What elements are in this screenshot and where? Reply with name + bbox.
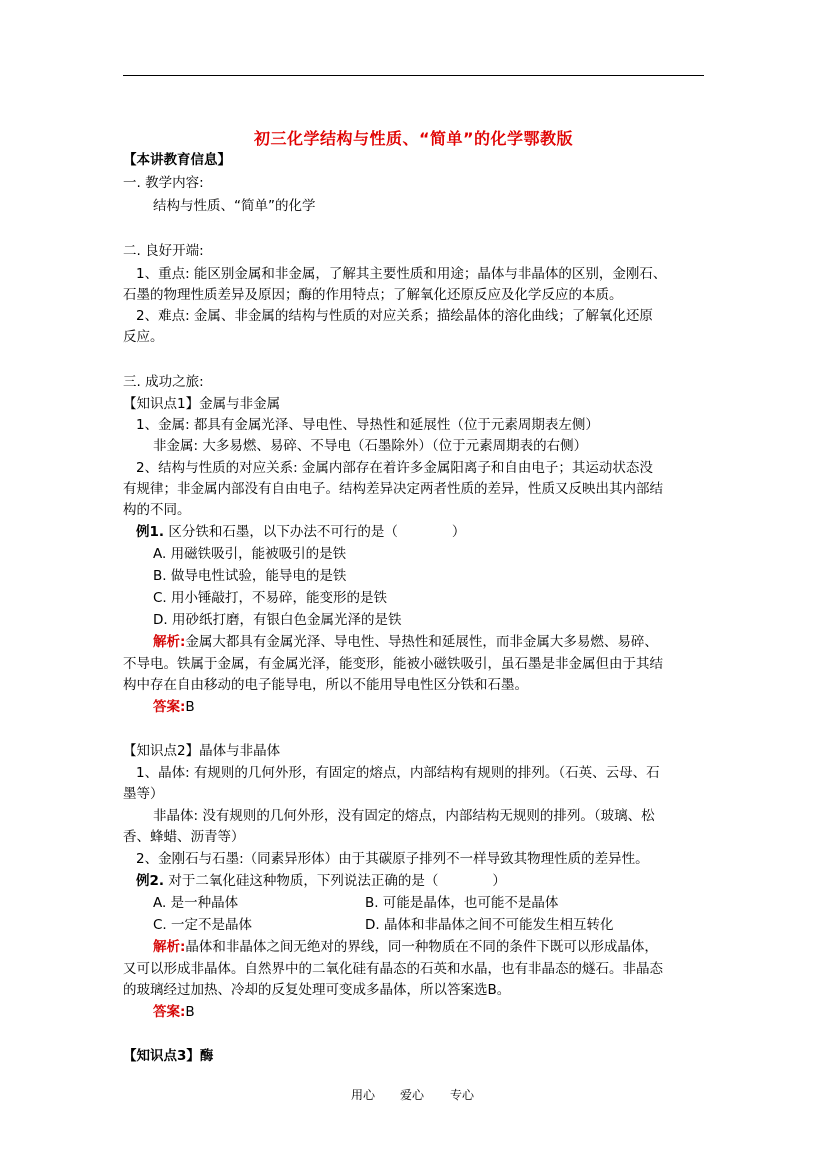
text-content: B	[185, 699, 195, 715]
text-content: 【知识点1】金属与非金属	[123, 396, 281, 412]
text-line	[153, 937, 658, 957]
text-content: D. 晶体和非晶体之间不可能发生相互转化	[365, 917, 614, 933]
text-line	[136, 415, 599, 435]
example-label: 例1.	[136, 524, 165, 540]
text-line	[123, 173, 204, 193]
text-content: A. 用磁铁吸引，能被吸引的是铁	[153, 546, 347, 562]
text-content: 区分铁和石墨，以下办法不可行的是（ ）	[164, 524, 466, 540]
text-content: 【知识点3】酶	[123, 1048, 214, 1064]
text-line	[123, 827, 245, 847]
text-line	[136, 306, 653, 326]
text-content: 墨等）	[123, 786, 164, 802]
text-content: 金属大都具有金属光泽、导电性、导热性和延展性，而非金属大多易燃、易碎、	[185, 634, 658, 650]
footer-text-1: 用心	[351, 1088, 376, 1102]
text-content: D. 用砂纸打磨，有银白色金属光泽的是铁	[153, 612, 402, 628]
text-line	[123, 654, 663, 674]
text-line	[153, 893, 238, 913]
text-line	[123, 959, 663, 979]
answer-label: 解析:	[153, 634, 186, 650]
text-content: 1、晶体: 有规则的几何外形，有固定的熔点，内部结构有规则的排列。（石英、云母、石	[136, 765, 660, 781]
text-line	[123, 241, 204, 261]
text-line	[123, 784, 164, 804]
text-content: 又可以形成非晶体。自然界中的二氧化硅有晶态的石英和水晶，也有非晶态的燧石。非晶态	[123, 961, 663, 977]
text-line	[153, 806, 655, 826]
text-content: 2、金刚石与石墨:（同素异形体）由于其碳原子排列不一样导致其物理性质的差异性。	[136, 851, 649, 867]
text-line	[153, 915, 252, 935]
text-content: B. 做导电性试验，能导电的是铁	[153, 568, 347, 584]
text-line	[153, 697, 195, 717]
text-line	[153, 196, 316, 216]
text-line	[123, 285, 623, 305]
text-line	[123, 150, 231, 170]
text-line	[136, 763, 660, 783]
text-line	[136, 522, 465, 542]
text-line	[136, 264, 666, 284]
text-line	[153, 610, 401, 630]
text-content: 2、难点: 金属、非金属的结构与性质的对应关系；描绘晶体的溶化曲线；了解氧化还原	[136, 308, 653, 324]
text-content: C. 用小锤敲打，不易碎，能变形的是铁	[153, 590, 388, 606]
text-line	[136, 871, 506, 891]
text-line	[153, 544, 346, 564]
document-title: 初三化学结构与性质、“简单”的化学鄂教版	[253, 129, 574, 148]
text-line	[123, 500, 191, 520]
text-line	[123, 1046, 213, 1066]
text-content: 1、金属: 都具有金属光泽、导电性、导热性和延展性（位于元素周期表左侧）	[136, 417, 599, 433]
text-content: 的玻璃经过加热、冷却的反复处理可变成多晶体，所以答案选B。	[123, 982, 511, 998]
text-line	[153, 632, 658, 652]
text-line	[136, 458, 653, 478]
text-content: 晶体和非晶体之间无绝对的界线，同一种物质在不同的条件下既可以形成晶体，	[185, 939, 658, 955]
text-line	[123, 675, 528, 695]
text-content: 【本讲教育信息】	[123, 152, 231, 168]
text-line	[153, 588, 387, 608]
answer-label: 解析:	[153, 939, 186, 955]
text-content: 一. 教学内容:	[123, 175, 204, 191]
text-line	[123, 394, 280, 414]
text-line	[123, 479, 663, 499]
footer-text-3: 专心	[450, 1088, 475, 1102]
text-content: C. 一定不是晶体	[153, 917, 253, 933]
text-content: 1、重点: 能区别金属和非金属，了解其主要性质和用途；晶体与非晶体的区别，金刚石、	[136, 266, 667, 282]
footer-text-2: 爱心	[400, 1088, 425, 1102]
text-content: 2、结构与性质的对应关系: 金属内部存在着许多金属阳离子和自由电子；其运动状态没	[136, 460, 653, 476]
text-content: 非晶体: 没有规则的几何外形，没有固定的熔点，内部结构无规则的排列。（玻璃、松	[153, 808, 655, 824]
text-line	[153, 1002, 195, 1022]
text-line	[365, 893, 558, 913]
answer-label: 答案:	[153, 699, 186, 715]
text-content: 石墨的物理性质差异及原因；酶的作用特点；了解氧化还原反应及化学反应的本质。	[123, 287, 623, 303]
text-line	[153, 566, 346, 586]
text-content: B	[185, 1004, 195, 1020]
text-content: B. 可能是晶体，也可能不是晶体	[365, 895, 559, 911]
text-content: 【知识点2】晶体与非晶体	[123, 743, 281, 759]
text-content: 三. 成功之旅:	[123, 374, 204, 390]
text-line	[123, 741, 280, 761]
text-content: 对于二氧化硅这种物质，下列说法正确的是（ ）	[164, 873, 506, 889]
header-rule	[123, 75, 704, 76]
text-line	[153, 436, 587, 456]
text-line	[123, 327, 164, 347]
answer-label: 答案:	[153, 1004, 186, 1020]
text-line	[123, 372, 204, 392]
text-content: A. 是一种晶体	[153, 895, 239, 911]
text-line	[136, 849, 649, 869]
text-content: 不导电。铁属于金属，有金属光泽，能变形，能被小磁铁吸引，虽石墨是非金属但由于其结	[123, 656, 663, 672]
text-content: 结构与性质、“简单”的化学	[153, 198, 316, 214]
text-content: 构中存在自由移动的电子能导电，所以不能用导电性区分铁和石墨。	[123, 677, 528, 693]
text-content: 非金属: 大多易燃、易碎、不导电（石墨除外）（位于元素周期表的右侧）	[153, 438, 588, 454]
text-content: 有规律；非金属内部没有自由电子。结构差异决定两者性质的差异，性质又反映出其内部结	[123, 481, 663, 497]
example-label: 例2.	[136, 873, 165, 889]
text-content: 二. 良好开端:	[123, 243, 204, 259]
text-content: 反应。	[123, 329, 164, 345]
text-content: 香、蜂蜡、沥青等）	[123, 829, 245, 845]
text-content: 构的不同。	[123, 502, 191, 518]
text-line	[123, 980, 510, 1000]
text-line	[365, 915, 613, 935]
